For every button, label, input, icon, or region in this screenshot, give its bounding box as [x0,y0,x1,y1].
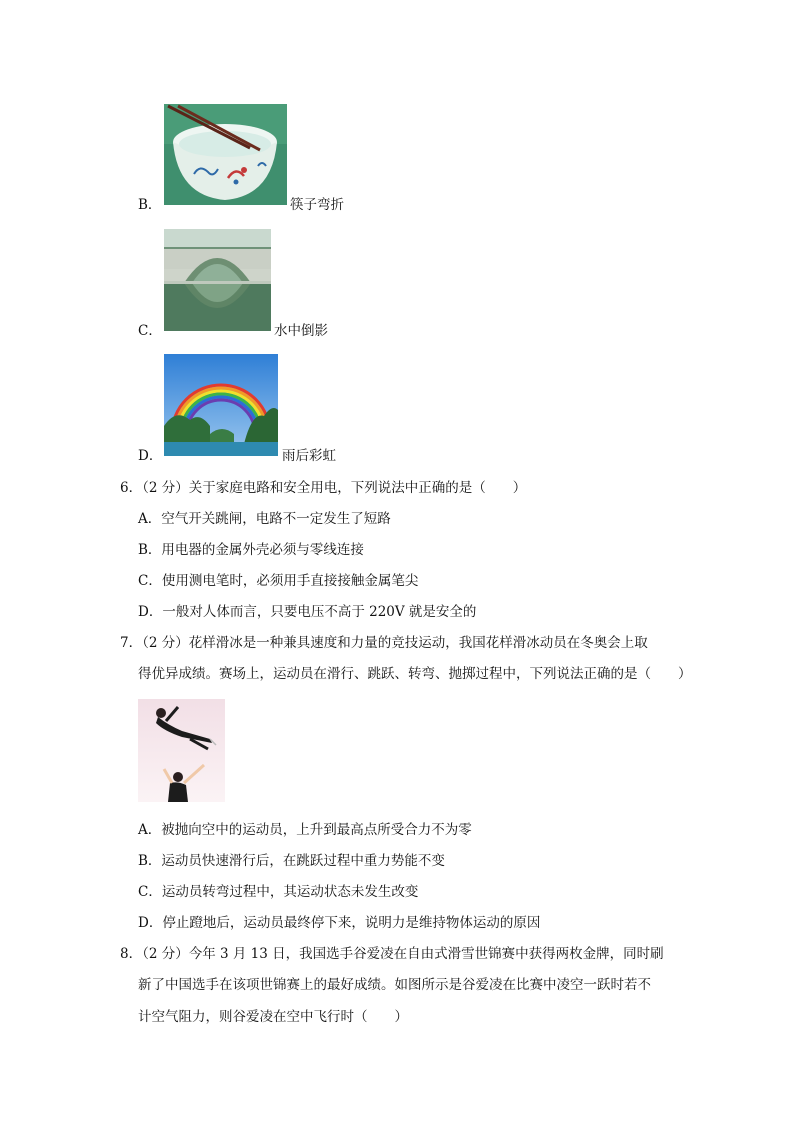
question-7-option-c: C．运动员转弯过程中，其运动状态未发生改变 [138,884,419,900]
option-b-caption: 筷子弯折 [290,197,344,213]
bowl-chopsticks-photo [164,104,287,205]
option-d-letter: D． [138,448,163,464]
option-d-caption: 雨后彩虹 [282,448,336,464]
question-6-stem: 6．（2 分）关于家庭电路和安全用电，下列说法中正确的是（ ） [120,480,527,496]
question-6-option-d: D．一般对人体而言，只要电压不高于 220V 就是安全的 [138,604,477,620]
question-7-option-a: A．被抛向空中的运动员，上升到最高点所受合力不为零 [138,822,472,838]
question-7-option-b: B．运动员快速滑行后，在跳跃过程中重力势能不变 [138,853,445,869]
question-7-option-d: D．停止蹬地后，运动员最终停下来，说明力是维持物体运动的原因 [138,915,541,931]
rainbow-photo [164,354,278,456]
question-8-stem-line-2: 新了中国选手在该项世锦赛上的最好成绩。如图所示是谷爱凌在比赛中凌空一跃时若不 [138,977,651,993]
option-c-letter: C． [138,323,162,339]
question-8-stem-line-1: 8．（2 分）今年 3 月 13 日，我国选手谷爱凌在自由式滑雪世锦赛中获得两枚金牌，同时刷 [120,946,664,962]
question-6-option-a: A．空气开关跳闸，电路不一定发生了短路 [138,511,391,527]
option-b-letter: B． [138,197,162,213]
question-6-option-b: B．用电器的金属外壳必须与零线连接 [138,542,364,558]
question-7-stem-line-2: 得优异成绩。赛场上，运动员在滑行、跳跃、转弯、抛掷过程中，下列说法正确的是（ ） [138,666,692,682]
arch-bridge-reflection-photo [164,229,271,331]
question-7-stem-line-1: 7．（2 分）花样滑冰是一种兼具速度和力量的竞技运动，我国花样滑冰动员在冬奥会上取 [120,635,648,651]
question-8-stem-line-3: 计空气阻力，则谷爱凌在空中飞行时（ ） [138,1009,408,1025]
question-6-option-c: C．使用测电笔时，必须用手直接接触金属笔尖 [138,573,419,589]
option-c-caption: 水中倒影 [274,323,328,339]
figure-skating-photo [138,699,225,802]
